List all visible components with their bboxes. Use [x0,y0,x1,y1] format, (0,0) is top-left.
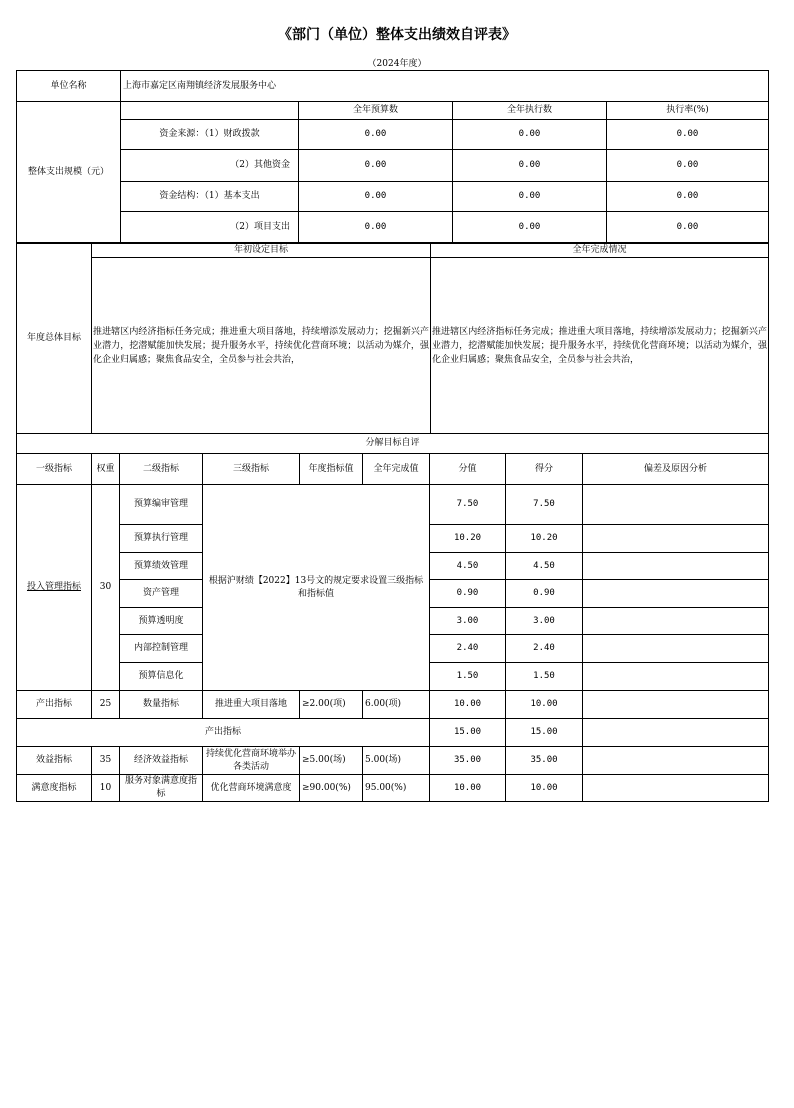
benefit-score: 35.00 [430,747,506,775]
output-actual: 6.00(项) [363,691,430,719]
goals-table [16,242,769,434]
satisfaction-score: 10.00 [430,775,506,802]
input-score: 3.00 [430,608,506,635]
spend-table [16,70,769,244]
benefit-weight: 35 [92,747,120,775]
satisfaction-actual: 95.00(%) [363,775,430,802]
benefit-actual: 5.00(场) [363,747,430,775]
spend-value: 0.00 [453,182,607,212]
input-score: 2.40 [430,635,506,663]
output-subtotal-score: 15.00 [430,719,506,747]
spend-row-label: 资金来源：（1）财政拨款 [121,120,299,150]
input-level2: 预算执行管理 [120,525,203,553]
spend-value: 0.00 [453,120,607,150]
input-weight: 30 [92,485,120,691]
spend-value: 0.00 [299,150,453,182]
unit-name: 上海市嘉定区南翔镇经济发展服务中心 [121,71,769,102]
spend-value: 0.00 [299,182,453,212]
satisfaction-level1: 满意度指标 [17,775,92,802]
input-level2: 预算绩效管理 [120,553,203,580]
input-score: 10.20 [430,525,506,553]
input-level2: 预算透明度 [120,608,203,635]
header-executed: 全年执行数 [453,102,607,120]
satisfaction-got: 10.00 [506,775,583,802]
satisfaction-analysis [583,775,769,802]
breakdown-title: 分解目标自评 [17,434,769,454]
benefit-level2: 经济效益指标 [120,747,203,775]
goals-done-text: 推进辖区内经济指标任务完成；推进重大项目落地，持续增添发展动力；挖掘新兴产业潜力，挖潜赋能加快发展；提升服务水平，持续优化营商环境；以活动为媒介，强化企业归属感；聚焦食品安全，全员参与社会共治， [431,258,769,434]
input-score: 7.50 [430,485,506,525]
spend-value: 0.00 [607,150,769,182]
spend-value: 0.00 [453,212,607,244]
benefit-level3: 持续优化营商环境举办各类活动 [203,747,300,775]
output-subtotal-label: 产出指标 [17,719,430,747]
page-title: 《部门（单位）整体支出绩效自评表》 [278,27,516,43]
satisfaction-target: ≥90.00(%) [300,775,363,802]
output-target: ≥2.00(项) [300,691,363,719]
col-got: 得分 [506,454,583,485]
goals-done-header: 全年完成情况 [431,243,769,258]
goals-label: 年度总体目标 [17,243,92,434]
col-level3: 三级指标 [203,454,300,485]
report-year: （2024年度） [367,59,427,69]
spend-value: 0.00 [607,212,769,244]
col-target: 年度指标值 [300,454,363,485]
output-level2: 数量指标 [120,691,203,719]
input-got: 0.90 [506,580,583,608]
input-analysis [583,608,769,635]
header-rate: 执行率(%) [607,102,769,120]
input-score: 4.50 [430,553,506,580]
input-got: 1.50 [506,663,583,691]
output-score: 10.00 [430,691,506,719]
spend-header-blank [121,102,299,120]
input-analysis [583,485,769,525]
input-analysis [583,525,769,553]
input-level2: 内部控制管理 [120,635,203,663]
goals-set-text: 推进辖区内经济指标任务完成；推进重大项目落地，持续增添发展动力；挖掘新兴产业潜力，挖潜赋能加快发展；提升服务水平，持续优化营商环境；以活动为媒介，强化企业归属感；聚焦食品安全，全员参与社会共治， [92,258,431,434]
spend-value: 0.00 [299,212,453,244]
benefit-level1: 效益指标 [17,747,92,775]
output-subtotal-got: 15.00 [506,719,583,747]
output-got: 10.00 [506,691,583,719]
input-level3: 根据沪财绩【2022】13号文的规定要求设置三级指标和指标值 [203,485,430,691]
input-score: 1.50 [430,663,506,691]
input-analysis [583,580,769,608]
spend-value: 0.00 [607,120,769,150]
col-level2: 二级指标 [120,454,203,485]
input-level1: 投入管理指标 [17,485,92,691]
input-level2: 资产管理 [120,580,203,608]
spend-value: 0.00 [453,150,607,182]
unit-label: 单位名称 [17,71,121,102]
spend-label: 整体支出规模（元） [17,102,121,244]
col-level1: 一级指标 [17,454,92,485]
col-actual: 全年完成值 [363,454,430,485]
input-level2: 预算信息化 [120,663,203,691]
satisfaction-level2: 服务对象满意度指标 [120,775,203,802]
output-level3: 推进重大项目落地 [203,691,300,719]
col-analysis: 偏差及原因分析 [583,454,769,485]
input-analysis [583,553,769,580]
col-score: 分值 [430,454,506,485]
output-subtotal-analysis [583,719,769,747]
benefit-got: 35.00 [506,747,583,775]
input-got: 10.20 [506,525,583,553]
spend-row-label: 资金结构：（1）基本支出 [121,182,299,212]
spend-value: 0.00 [607,182,769,212]
benefit-target: ≥5.00(场) [300,747,363,775]
input-analysis [583,635,769,663]
header-budget: 全年预算数 [299,102,453,120]
output-analysis [583,691,769,719]
output-weight: 25 [92,691,120,719]
input-level2: 预算编审管理 [120,485,203,525]
spend-row-label: （2）其他资金 [121,150,299,182]
breakdown-table [16,433,769,802]
spend-value: 0.00 [299,120,453,150]
output-level1: 产出指标 [17,691,92,719]
input-got: 4.50 [506,553,583,580]
satisfaction-level3: 优化营商环境满意度 [203,775,300,802]
benefit-analysis [583,747,769,775]
input-got: 7.50 [506,485,583,525]
input-score: 0.90 [430,580,506,608]
spend-row-label: （2）项目支出 [121,212,299,244]
goals-set-header: 年初设定目标 [92,243,431,258]
input-got: 3.00 [506,608,583,635]
col-weight: 权重 [92,454,120,485]
input-got: 2.40 [506,635,583,663]
input-analysis [583,663,769,691]
satisfaction-weight: 10 [92,775,120,802]
